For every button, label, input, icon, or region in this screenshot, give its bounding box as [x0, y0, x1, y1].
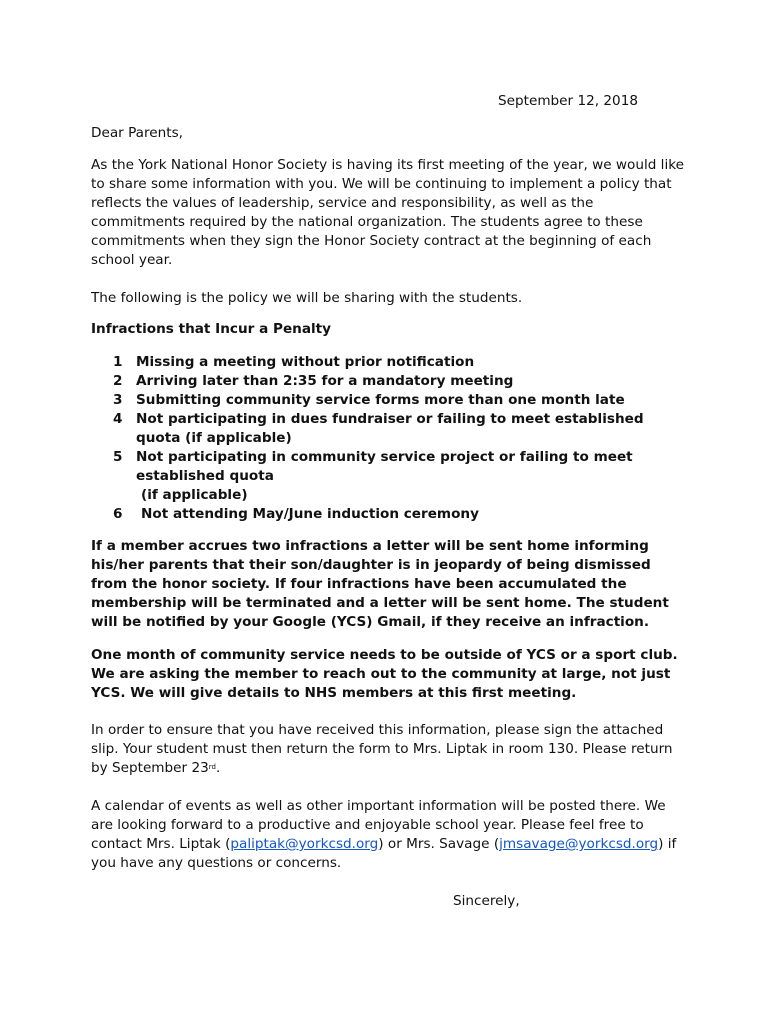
- sign-request-text: In order to ensure that you have received this information, please sign the attached slip. Your student must then return the form to Mrs. Liptak in room 130. Please return by September 23: [91, 722, 673, 776]
- sign-request-end: .: [215, 760, 221, 776]
- list-item: [113, 372, 673, 391]
- intro-paragraph: As the York National Honor Society is having its first meeting of the year, we would like to share some information with you. We will be continuing to implement a policy that reflects the values of leadership, service and responsibility, as well as the commitments required by the national organization. The students agree to these commitments when they sign the Honor Society contract at the beginning of each school year.: [91, 157, 684, 268]
- list-item-text: Missing a meeting without prior notification: [136, 354, 475, 370]
- list-item: [113, 353, 673, 372]
- infractions-list: [113, 353, 673, 524]
- list-item: [113, 391, 673, 410]
- list-item: [113, 410, 673, 448]
- salutation: Dear Parents,: [91, 125, 183, 141]
- list-item-continuation: quota (if applicable): [136, 430, 292, 446]
- calendar-text: A calendar of events as well as other important information will be posted there. We are looking forward to a productive and enjoyable school year. Please feel free to contact Mrs. Liptak (: [91, 798, 666, 852]
- letter-date: September 12, 2018: [498, 93, 638, 109]
- list-item-number: 2: [113, 373, 123, 389]
- email-link-liptak[interactable]: paliptak@yorkcsd.org: [230, 836, 379, 852]
- email-link-savage[interactable]: jmsavage@yorkcsd.org: [499, 836, 659, 852]
- date-ordinal-suffix: rd: [208, 763, 216, 771]
- calendar-paragraph: [91, 797, 691, 873]
- sign-request-paragraph: [91, 721, 691, 778]
- list-item-number: 6: [113, 506, 123, 522]
- list-item-continuation: (if applicable): [141, 487, 248, 503]
- calendar-end-text: ) if you have any questions or concerns.: [91, 836, 677, 871]
- policy-intro-paragraph: The following is the policy we will be sharing with the students.: [91, 290, 523, 306]
- list-item-number: 3: [113, 392, 123, 408]
- list-item: [113, 448, 673, 505]
- infraction-policy-paragraph: If a member accrues two infractions a letter will be sent home informing his/her parents that their son/daughter is in jeopardy of being dismissed from the honor society. If four infractions have been accumulated the membership will be terminated and a letter will be sent home. The student will be notified by your Google (YCS) Gmail, if they receive an infraction.: [91, 538, 669, 630]
- closing: Sincerely,: [453, 893, 520, 909]
- list-item-number: 4: [113, 411, 123, 427]
- infractions-heading: Infractions that Incur a Penalty: [91, 321, 332, 337]
- list-item: [113, 505, 673, 524]
- list-item-continuation: established quota: [136, 468, 274, 484]
- between-emails-text: ) or Mrs. Savage (: [378, 836, 500, 852]
- list-item-text: Submitting community service forms more than one month late: [136, 392, 625, 408]
- list-item-number: 5: [113, 449, 123, 465]
- list-item-text: Not participating in dues fundraiser or failing to meet established: [136, 411, 644, 427]
- service-policy-paragraph: One month of community service needs to be outside of YCS or a sport club. We are asking the member to reach out to the community at large, not just YCS. We will give details to NHS members at this first meeting.: [91, 647, 678, 701]
- list-item-text: Arriving later than 2:35 for a mandatory meeting: [136, 373, 514, 389]
- list-item-number: 1: [113, 354, 123, 370]
- list-item-text: Not attending May/June induction ceremony: [141, 506, 479, 522]
- list-item-text: Not participating in community service project or failing to meet: [136, 449, 633, 465]
